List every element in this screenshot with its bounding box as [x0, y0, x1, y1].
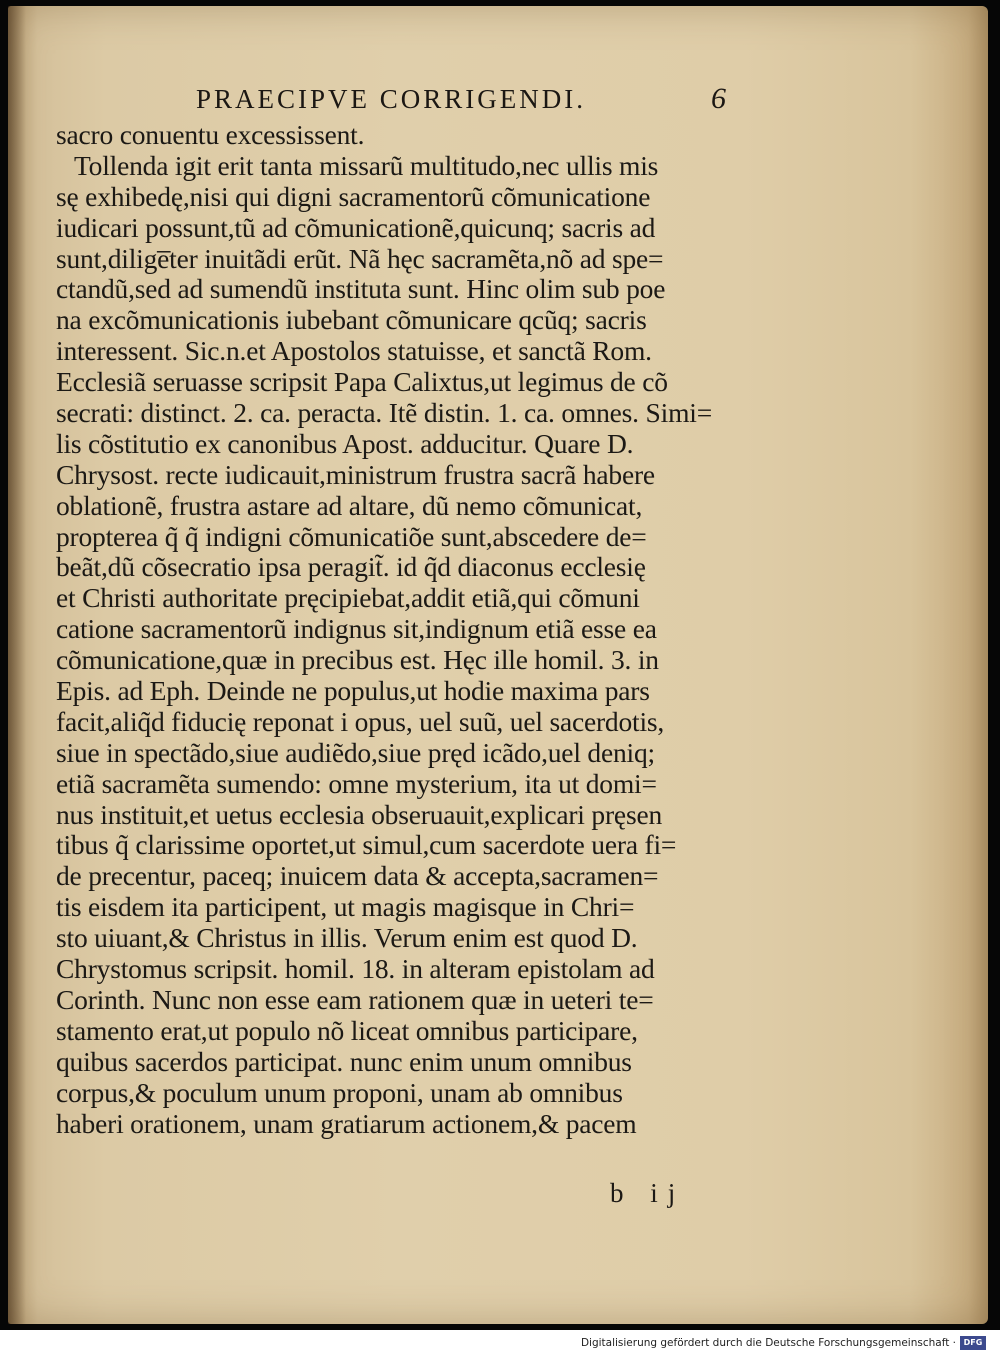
- text-line: Ecclesiã seruasse scripsit Papa Calixtus,ut legimus de cõ: [56, 366, 668, 398]
- text-line: facit,aliq̃d fiducię reponat i opus, uel suũ, uel sacerdotis,: [56, 705, 665, 737]
- text-line: iudicari possunt,tũ ad cõmunicationẽ,quicunq; sacris ad: [56, 211, 656, 243]
- text-line: haberi orationem, unam gratiarum actionem,& pacem: [56, 1107, 637, 1139]
- text-line: cõmunicatione,quæ in precibus est. Hęc ille homil. 3. in: [56, 644, 659, 676]
- text-line: ctandũ,sed ad sumendũ instituta sunt. Hinc olim sub poe: [56, 273, 666, 305]
- text-line: stamento erat,ut populo nõ liceat omnibus participare,: [56, 1014, 638, 1046]
- text-line: beãt,dũ cõsecratio ipsa peragit̃. id q̃d diaconus ecclesię: [56, 551, 646, 583]
- text-line: Chrystomus scripsit. homil. 18. in alteram epistolam ad: [56, 953, 655, 985]
- text-line: sunt,dilige̅ter inuitãdi erũt. Nã hęc sacramẽta,nõ ad spe=: [56, 242, 664, 274]
- text-line: Tollenda igit erit tanta missarũ multitudo,nec ullis mis: [74, 149, 659, 181]
- page-gutter-shadow: [8, 6, 26, 1324]
- funding-credit: Digitalisierung gefördert durch die Deutsche Forschungsgemeinschaft ·: [580, 1337, 956, 1349]
- page-header: [196, 82, 726, 116]
- text-line: catione sacramentorũ indignus sit,indignum etiã esse ea: [56, 613, 657, 645]
- text-line: Chrysost. recte iudicauit,ministrum frustra sacrã habere: [56, 458, 655, 490]
- body-text: [56, 120, 756, 1139]
- text-line: propterea q̃ q̃ indigni cõmunicatiõe sunt,abscedere de=: [56, 520, 647, 552]
- text-line: lis cõstitutio ex canonibus Apost. adducitur. Quare D.: [56, 427, 634, 459]
- footer-bar: [0, 1330, 1000, 1358]
- text-line: interessent. Sic.n.et Apostolos statuisse, et sanctã Rom.: [56, 335, 652, 367]
- text-line: sę exhibedę,nisi qui digni sacramentorũ cõmunicatione: [56, 180, 651, 212]
- text-line: et Christi authoritate pręcipiebat,addit etiã,qui cõmuni: [56, 582, 640, 614]
- running-head: PRAECIPVE CORRIGENDI.: [196, 84, 587, 114]
- text-line: sto uiuant,& Christus in illis. Verum enim est quod D.: [56, 922, 638, 954]
- text-line: tibus q̃ clarissime oportet,ut simul,cum sacerdote uera fi=: [56, 829, 677, 861]
- page-number: 6: [711, 82, 726, 115]
- text-line: etiã sacramẽta sumendo: omne mysterium, ita ut domi=: [56, 767, 657, 799]
- text-line: Epis. ad Eph. Deinde ne populus,ut hodie maxima pars: [56, 675, 650, 707]
- text-line: sacro conuentu excessissent.: [56, 119, 365, 150]
- text-line: Corinth. Nunc non esse eam rationem quæ in ueteri te=: [56, 983, 654, 1015]
- text-line: secrati: distinct. 2. ca. peracta. Itẽ distin. 1. ca. omnes. Simi=: [56, 397, 713, 429]
- text-line: corpus,& poculum unum proponi, unam ab omnibus: [56, 1076, 623, 1108]
- signature-mark: b ij: [610, 1178, 686, 1208]
- text-line: oblationẽ, frustra astare ad altare, dũ nemo cõmunicat,: [56, 489, 643, 521]
- text-line: siue in spectãdo,siue audiẽdo,siue pręd icãdo,uel deniq;: [56, 736, 655, 768]
- text-line: nus instituit,et uetus ecclesia obseruauit,explicari pręsen: [56, 798, 662, 830]
- text-line: tis eisdem ita participent, ut magis magisque in Chri=: [56, 891, 635, 923]
- text-line: quibus sacerdos participat. nunc enim unum omnibus: [56, 1045, 632, 1077]
- dfg-logo: DFG: [960, 1336, 986, 1350]
- text-line: de precentur, paceq; inuicem data & accepta,sacramen=: [56, 860, 659, 892]
- text-line: na excõmunicationis iubebant cõmunicare qcũq; sacris: [56, 304, 647, 336]
